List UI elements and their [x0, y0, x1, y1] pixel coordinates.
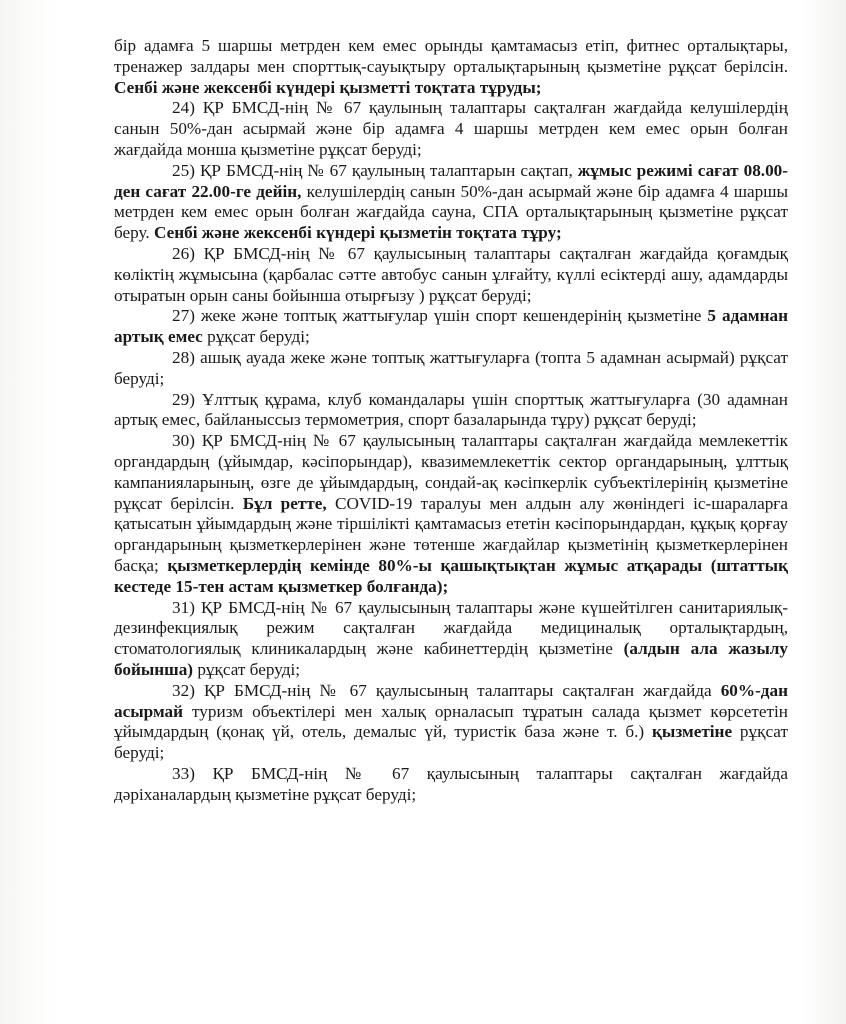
document-paragraph — [114, 306, 788, 348]
text-run: 30) ҚР БМСД-нің № 67 қаулысының талаптары сақталған жағдайда мемлекеттік органдардың (ұйымдар, кәсіпорындар), квазимемлекеттік сектор органдарының, ұлттық кампанияларының, өзге де ұйымдардың, сондай-ақ кәсіпкерлік субъектілерінің қызметіне рұқсат берілсін. — [114, 431, 788, 513]
bold-text-run: жұмыс режимі сағат 08.00-ден сағат 22.00-ге дейін, — [114, 160, 788, 201]
text-run: 25) ҚР БМСД-нің № 67 қаулының талаптарын сақтап, — [172, 160, 578, 180]
text-run: 32) ҚР БМСД-нің № 67 қаулысының талаптары сақталған жағдайда — [172, 680, 721, 700]
document-paragraph — [114, 161, 788, 244]
text-run: 26) ҚР БМСД-нің № 67 қаулысының талаптары сақталған жағдайда қоғамдық көліктің жұмысына (қарбалас сәтте автобус санын ұлғайту, күллі есіктерді ашу, адамдарды отыратын орын саны бойынша отырғызу ) рұқсат беруді; — [114, 243, 788, 305]
document-paragraph — [114, 431, 788, 597]
text-run: келушілердің санын 50%-дан асырмай және бір адамға 4 шаршы метрден кем емес орын болған жағдайда сауна, СПА орталықтарының қызметіне рұқсат беру. — [114, 181, 789, 243]
document-paragraph — [114, 348, 788, 390]
document-paragraph — [114, 244, 788, 306]
bold-text-run: 5 адамнан артық емес — [114, 306, 788, 347]
document-paragraph — [114, 390, 788, 432]
document-paragraph — [114, 36, 788, 98]
text-run: 27) жеке және топтық жаттығулар үшін спорт кешендерінің қызметіне — [172, 306, 708, 326]
text-run: рұқсат беруді; — [114, 722, 788, 763]
text-run: бір адамға 5 шаршы метрден кем емес орынды қамтамасыз етіп, фитнес орталықтары, тренажер залдары мен спорттық-сауықтыру орталықтарының қызметіне рұқсат берілсін. — [114, 36, 788, 76]
document-paragraph — [114, 681, 788, 764]
text-run: рұқсат беруді; — [193, 659, 300, 679]
bold-text-run: (алдын ала жазылу бойынша) — [114, 639, 788, 679]
text-run: 29) Ұлттық құрама, клуб командалары үшін спорттық жаттығуларға (30 адамнан артық емес, байланыссыз термометрия, спорт базаларында тұру) рұқсат беруді; — [114, 389, 788, 430]
bold-text-run: Бұл ретте, — [242, 493, 327, 513]
bold-text-run: қызметіне — [652, 722, 733, 742]
text-run: рұқсат беруді; — [202, 327, 310, 347]
bold-text-run: 60%-дан асырмай — [114, 680, 788, 721]
text-run: 28) ашық ауада жеке және топтық жаттығуларға (топта 5 адамнан асырмай) рұқсат беруді; — [114, 347, 788, 388]
document-paragraph — [114, 98, 788, 160]
document-paragraph — [114, 764, 788, 806]
bold-text-run: қызметкерлердің кемінде 80%-ы қашықтықтан жұмыс атқарады (штаттық кестеде 15-тен астам қызметкер болғанда); — [114, 555, 788, 596]
text-run: 31) ҚР БМСД-нің № 67 қаулысының талаптары және күшейтілген санитариялық-дезинфекциялық режим сақталған жағдайда медициналық орталықтардың, стоматологиялық клиникалардың және кабинеттердің қызметіне — [114, 597, 788, 659]
document-body — [114, 36, 788, 805]
text-run: 24) ҚР БМСД-нің № 67 қаулының талаптары сақталған жағдайда келушілердің санын 50%-дан асырмай және бір адамға 4 шаршы метрден кем емес орын болған жағдайда монша қызметіне рұқсат беруді; — [114, 98, 788, 159]
document-paragraph — [114, 598, 788, 681]
bold-text-run: Сенбі және жексенбі күндері қызметті тоқтата тұруды; — [114, 77, 542, 97]
text-run: COVID-19 таралуы мен алдын алу жөніндегі іс-шараларға қатысатын ұйымдардың және тіршілікті қамтамасыз ететін кәсіпорындардан, құқық қорғау органдарының қызметкерлерінен және төтенше жағдайлар қызметінің қызметкерлерінен басқа; — [114, 493, 788, 575]
bold-text-run: Сенбі және жексенбі күндері қызметін тоқтата тұру; — [153, 223, 562, 243]
text-run: 33) ҚР БМСД-нің № 67 қаулысының талаптары сақталған жағдайда дәріханалардың қызметіне рұқсат беруді; — [114, 763, 788, 804]
text-run: туризм объектілері мен халық орналасып тұратын салада қызмет көрсететін ұйымдардың (қонақ үй, отель, демалыс үй, туристік база және т. б.) — [114, 701, 788, 742]
